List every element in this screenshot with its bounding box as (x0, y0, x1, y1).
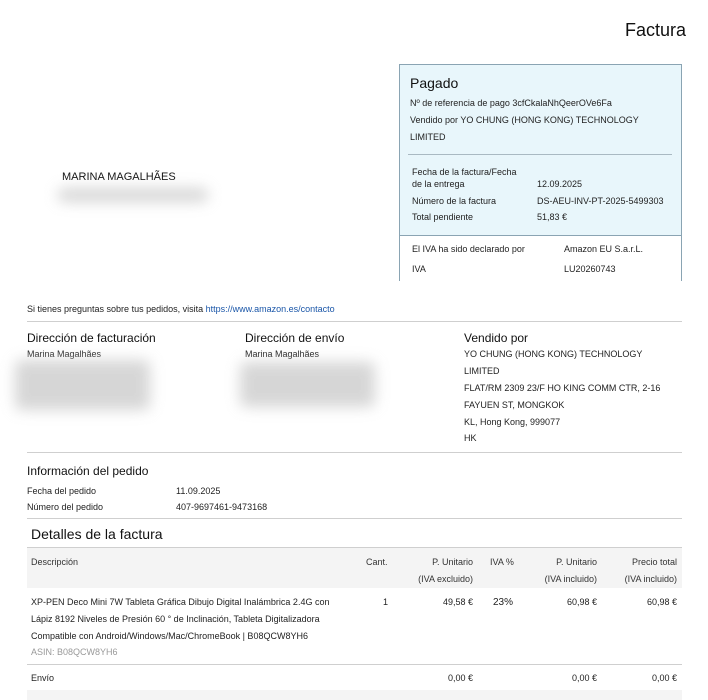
invoice-number-value: DS-AEU-INV-PT-2025-5499303 (537, 196, 664, 206)
invoice-number-label: Número de la factura (412, 196, 497, 206)
seller-line-1: YO CHUNG (HONG KONG) TECHNOLOGY (464, 349, 643, 359)
divider (27, 452, 682, 453)
details-heading: Detalles de la factura (31, 526, 163, 542)
seller-line-5: KL, Hong Kong, 999077 (464, 417, 561, 427)
contact-link[interactable]: https://www.amazon.es/contacto (205, 304, 335, 314)
item-unit-incl: 60,98 € (566, 597, 597, 607)
payment-summary-box (399, 64, 682, 281)
col-unit-excl-sub: (IVA excluido) (418, 574, 473, 584)
vat-value: LU20260743 (564, 264, 616, 274)
customer-name: MARINA MAGALHÃES (62, 171, 176, 183)
seller-line-3: FLAT/RM 2309 23/F HO KING COMM CTR, 2-16 (464, 383, 661, 393)
contact-line (27, 304, 335, 314)
shipping-name: Marina Magalhães (245, 349, 320, 359)
shipping-row-total: 0,00 € (651, 673, 677, 683)
vat-declared-label: El IVA ha sido declarado por (412, 244, 525, 254)
shipping-row-unit-incl: 0,00 € (571, 673, 597, 683)
total-label: Total pendiente (412, 212, 474, 222)
divider (408, 154, 672, 155)
col-unit-excl: P. Unitario (432, 557, 473, 567)
redacted-shipping-address (240, 362, 375, 407)
invoice-date-label-1: Fecha de la factura/Fecha (412, 167, 517, 177)
billing-heading: Dirección de facturación (27, 331, 156, 345)
divider (27, 518, 682, 519)
total-value: 51,83 € (537, 212, 568, 222)
col-unit-incl: P. Unitario (556, 557, 597, 567)
contact-text: Si tienes preguntas sobre tus pedidos, visita (27, 304, 204, 314)
billing-name: Marina Magalhães (27, 349, 102, 359)
document-title: Factura (624, 20, 686, 40)
item-qty: 1 (383, 597, 389, 607)
sold-by-line-2: LIMITED (410, 132, 446, 142)
order-date-label: Fecha del pedido (27, 486, 97, 496)
order-info-heading: Información del pedido (27, 464, 149, 478)
seller-line-6: HK (464, 433, 477, 443)
seller-line-4: FAYUEN ST, MONGKOK (464, 400, 565, 410)
payment-reference: Nº de referencia de pago 3cfCkalaNhQeerOVe6Fa (410, 98, 612, 108)
shipping-row-unit-excl: 0,00 € (447, 673, 473, 683)
vat-declared-value: Amazon EU S.a.r.L. (564, 244, 644, 254)
invoice-date-value: 12.09.2025 (537, 179, 583, 189)
order-date-value: 11.09.2025 (176, 486, 221, 496)
vat-section (400, 235, 681, 281)
item-unit-excl: 49,58 € (442, 597, 473, 607)
order-number-label: Número del pedido (27, 502, 104, 512)
col-total-sub: (IVA incluido) (624, 574, 677, 584)
col-vat: IVA % (490, 557, 514, 567)
paid-status: Pagado (410, 75, 459, 91)
shipping-heading: Dirección de envío (245, 331, 345, 345)
item-desc-line-1: XP-PEN Deco Mini 7W Tableta Gráfica Dibujo Digital Inalámbrica 2.4G con (31, 597, 330, 607)
order-number-value: 407-9697461-9473168 (176, 502, 268, 512)
seller-heading: Vendido por (464, 331, 529, 345)
vat-label: IVA (412, 264, 426, 274)
item-total: 60,98 € (646, 597, 677, 607)
item-desc-line-2: Lápiz 8192 Niveles de Presión 60 ° de Inclinación, Tableta Digitalizadora (31, 614, 320, 624)
divider (27, 321, 682, 322)
redacted-address (58, 188, 208, 202)
col-description: Descripción (31, 557, 79, 567)
sold-by-line-1: Vendido por YO CHUNG (HONG KONG) TECHNOLOGY (410, 115, 639, 125)
col-quantity: Cant. (366, 557, 388, 567)
item-desc-line-3: Compatible con Android/Windows/Mac/ChromeBook | B08QCW8YH6 (31, 631, 308, 641)
col-total: Precio total (631, 557, 677, 567)
item-asin: ASIN: B08QCW8YH6 (31, 647, 118, 657)
seller-line-2: LIMITED (464, 366, 500, 376)
invoice-date-label-2: de la entrega (412, 179, 465, 189)
item-vat: 23% (493, 597, 514, 608)
redacted-billing-address (15, 360, 150, 410)
next-row (27, 690, 682, 700)
shipping-row-label: Envío (31, 673, 55, 683)
divider (27, 664, 682, 665)
col-unit-incl-sub: (IVA incluido) (544, 574, 597, 584)
